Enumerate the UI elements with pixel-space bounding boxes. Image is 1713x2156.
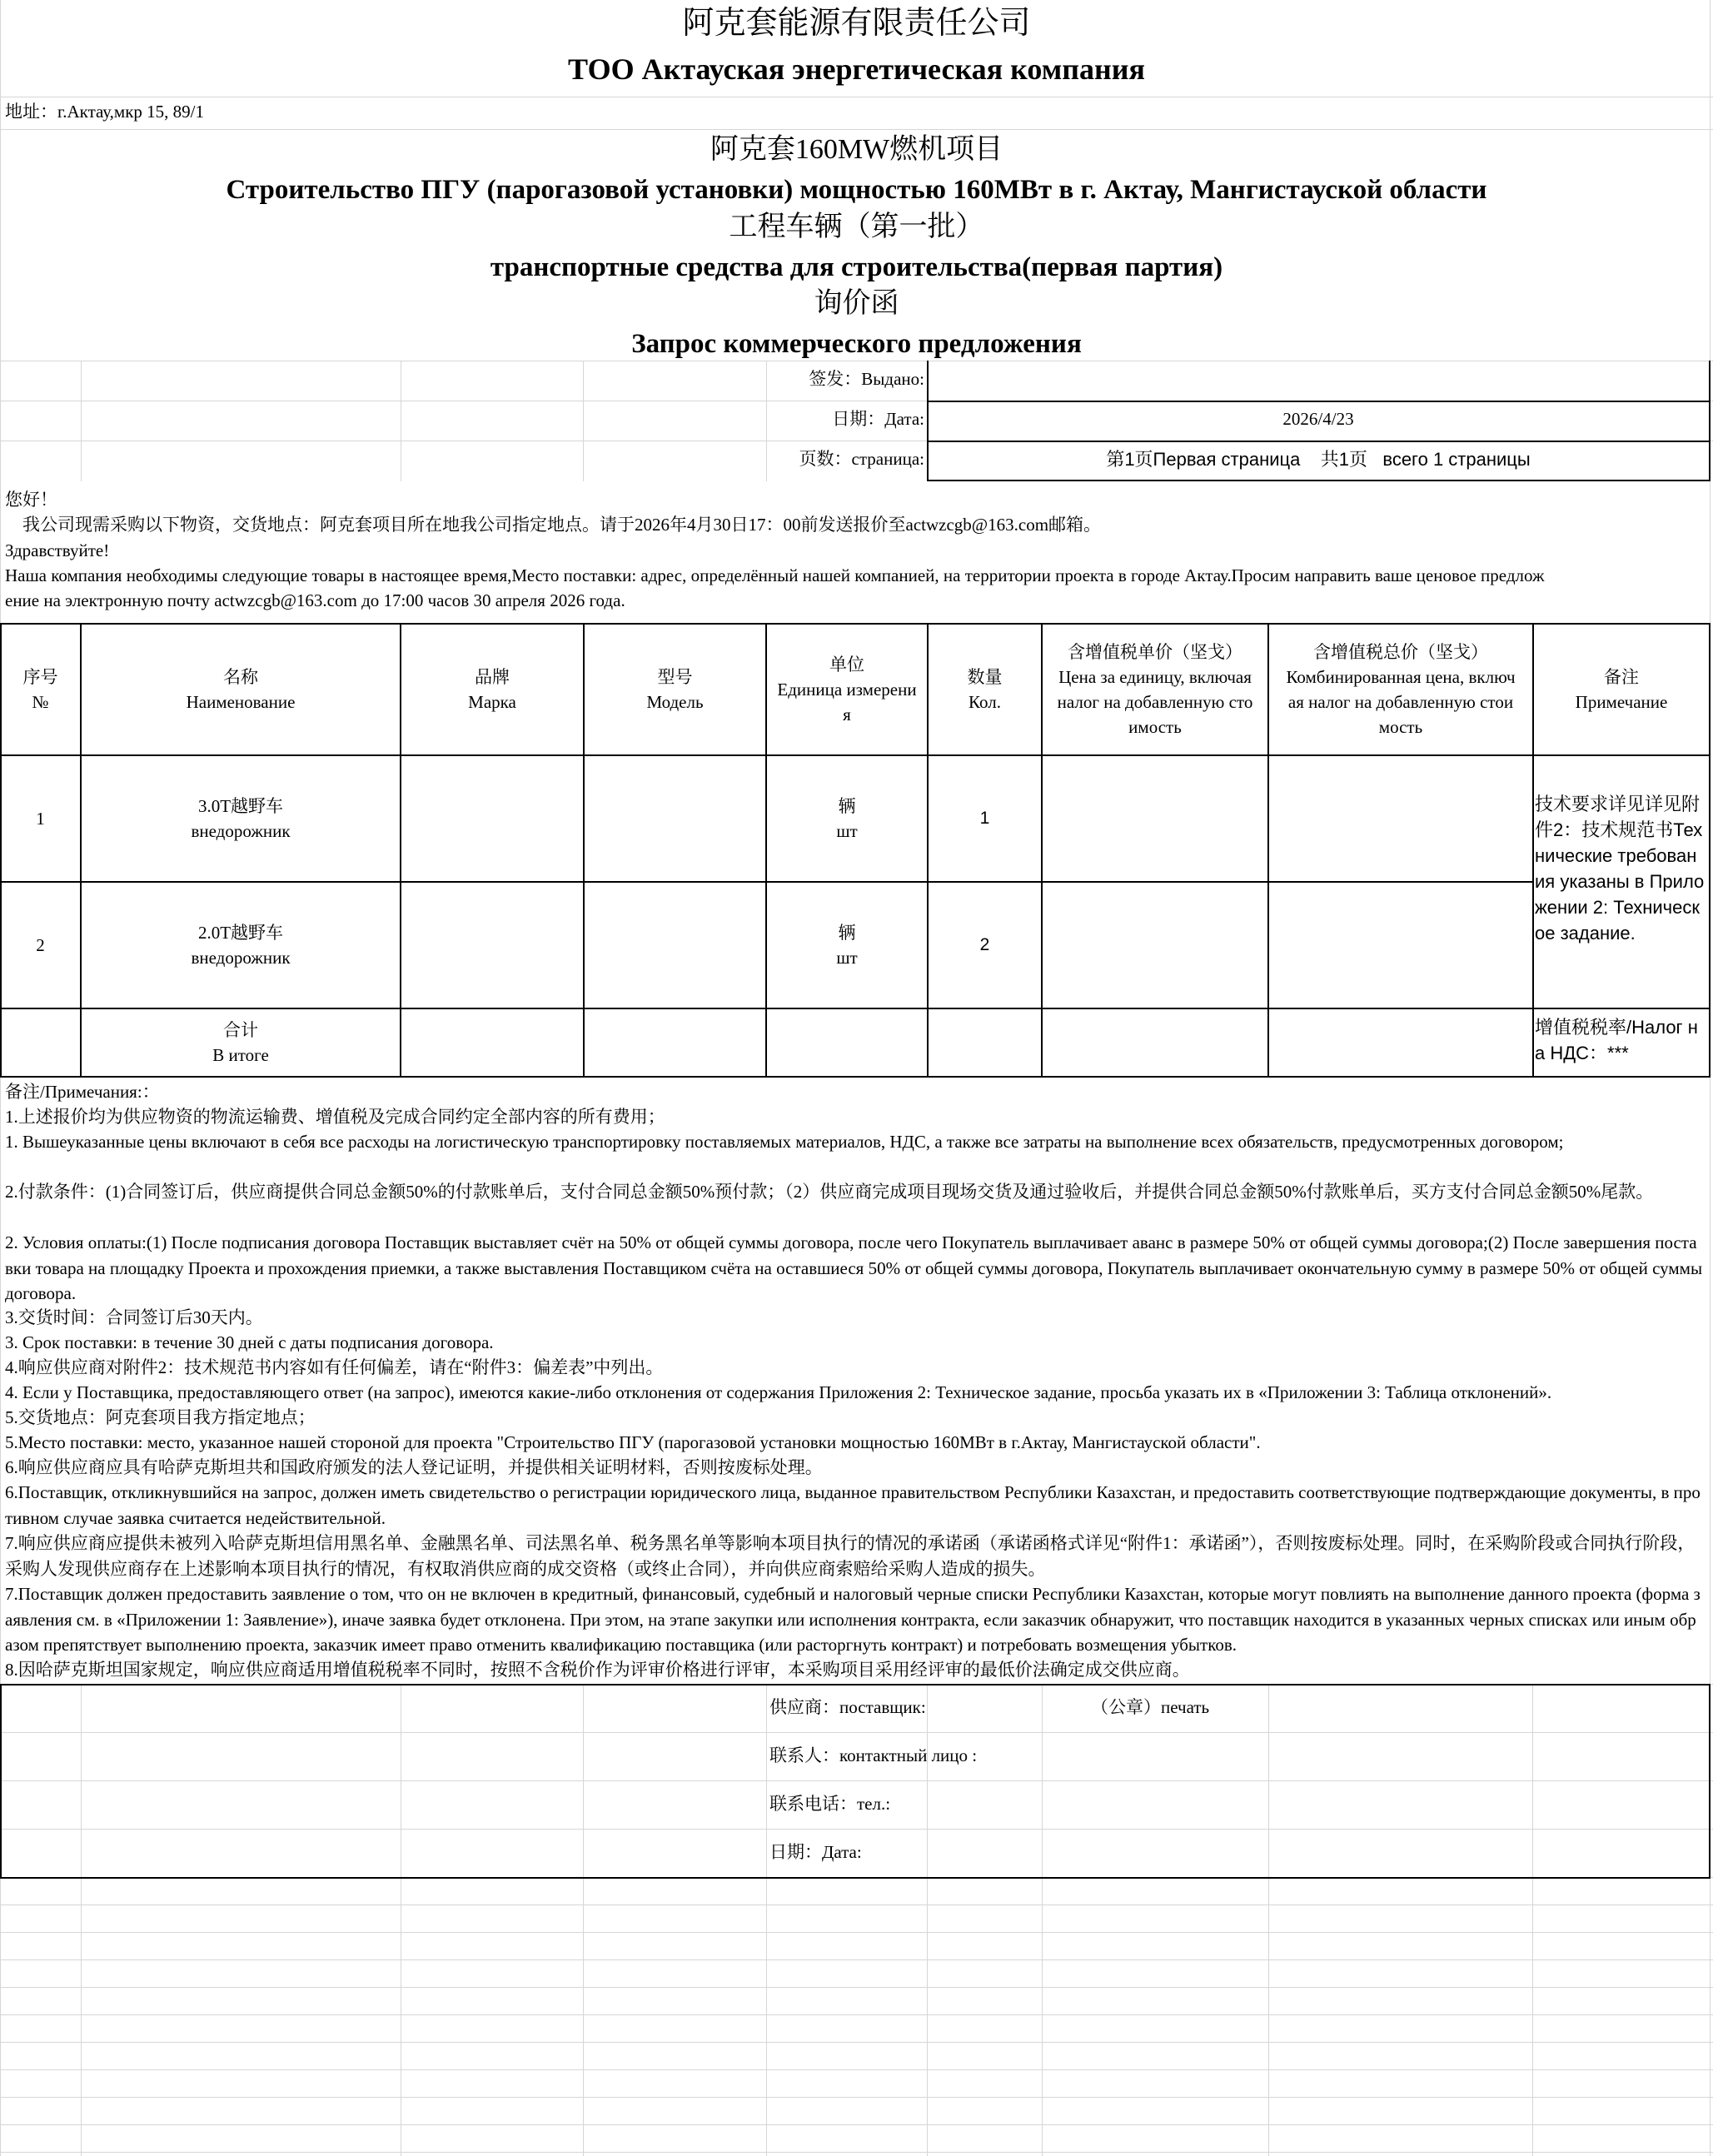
col-header-unit-price-cn: 含增值税单价（坚戈） (1068, 642, 1242, 662)
col-header-unit-price (1042, 625, 1268, 754)
row2-unit-ru: шт (836, 948, 858, 968)
row1-unit-price (1042, 756, 1268, 881)
notes-heading: 备注/Примечания:： (5, 1082, 160, 1102)
row2-name-ru: внедорожник (191, 948, 291, 968)
col-header-brand-ru: Марка (468, 692, 516, 712)
col-header-qty-ru: Кол. (969, 692, 1001, 712)
col-header-unit-price-ru: Цена за единицу, включая (1058, 667, 1252, 687)
note-1-ru: 1. Вышеуказанные цены включают в себя все расходы на логистическую транспортировку поставляемых материалов, НДС, а также все затраты на выполнение всех обязательств, предусмотренных договором; (5, 1132, 1564, 1152)
issued-label: 签发：Выдано: (809, 369, 924, 389)
col-header-model (584, 625, 766, 754)
row2-unit (766, 883, 928, 1008)
col-header-no-ru: № (32, 692, 49, 712)
row1-name (81, 756, 401, 881)
supplier-label: 供应商：поставщик: (769, 1697, 926, 1717)
col-header-remark (1533, 625, 1710, 754)
row1-name-cn: 3.0T越野车 (197, 796, 284, 816)
intro-body-cn: 我公司现需采购以下物资，交货地点：阿克套项目所在地我公司指定地点。请于2026年4月30日17：00前发送报价至actwzcgb@163.com邮箱。 (5, 515, 1102, 535)
document-title-ru: Запрос коммерческого предложения (631, 329, 1082, 359)
signature-date-label: 日期：Дата: (769, 1842, 862, 1862)
note-2-ru: 2. Условия оплаты:(1) После подписания договора Поставщик выставляет счёт на 50% от общей суммы договора, после чего Покупатель выплачивает аванс в размере 50% от общей суммы договора;(2) После завершения поставки товара на площадку Проекта и прохождения приемки, а также выставления Поставщиком счёта на оставшиеся 50% от общей суммы договора, Покупатель выплачивает окончательную сумму в размере 50% от общей суммы договора. (5, 1232, 1703, 1303)
col-header-model-cn: 型号 (657, 667, 693, 687)
col-header-unit-cn: 单位 (829, 655, 864, 675)
col-header-brand (401, 625, 584, 754)
row2-brand (401, 883, 584, 1008)
col-header-remark-cn: 备注 (1604, 667, 1639, 687)
row2-model (584, 883, 766, 1008)
col-header-unit-price-ru-2: налог на добавленную сто (1057, 692, 1253, 712)
seal-label: （公章）печать (1091, 1697, 1210, 1717)
row2-unit-cn: 辆 (838, 923, 856, 943)
col-header-unit-ru: Единица измерени (777, 680, 917, 700)
greeting-ru: Здравствуйте! (5, 540, 110, 560)
company-name-cn: 阿克套能源有限责任公司 (682, 6, 1031, 41)
row1-model (584, 756, 766, 881)
row1-no: 1 (36, 809, 45, 829)
note-1-cn: 1.上述报价均为供应物资的物流运输费、增值税及完成合同约定全部内容的所有费用； (5, 1107, 665, 1127)
company-name-ru: ТОО Актауская энергетическая компания (568, 52, 1145, 86)
note-8-cn: 8.因哈萨克斯坦国家规定，响应供应商适用增值税税率不同时，按照不含税价作为评审价格进行评审，本采购项目采用经评审的最低价法确定成交供应商。 (5, 1660, 1190, 1680)
note-4-ru: 4. Если у Поставщика, предоставляющего ответ (на запрос), имеются какие-либо отклонения от содержания Приложения 2: Техническое задание, просьба указать их в «Приложении 3: Таблица отклонений». (5, 1382, 1552, 1402)
project-title-ru: Строительство ПГУ (парогазовой установки) мощностью 160МВт в г. Актау, Мангистауской области (226, 175, 1487, 205)
note-6-ru: 6.Поставщик, откликнувшийся на запрос, должен иметь свидетельство о регистрации юридического лица, выданное правительством Республики Казахстан, и предоставить соответствующие подтверждающие документы, в противном случае заявка считается недействительной. (5, 1482, 1701, 1528)
total-label-cn: 合计 (223, 1020, 258, 1040)
col-header-remark-ru: Примечание (1575, 692, 1668, 712)
note-7-ru: 7.Поставщик должен предоставить заявление о том, что он не включен в кредитный, финансовый, судебный и налоговый черные списки Республики Казахстан, которые могут повлиять на выполнение данного проекта (форма заявления см. в «Приложении 1: Заявление»), иначе заявка будет отклонена. При этом, на этапе закупки или исполнения контракта, если заказчик обнаружит, что поставщик находится в указанных черных списках или иным образом препятствует выполнению проекта, заказчик имеет право отменить квалификацию поставщика (или расторгнуть контракт) и потребовать возмещения убытков. (5, 1584, 1701, 1655)
row2-total-price (1268, 883, 1533, 1008)
remark-technical-requirements: 技术要求详见详见附件2：技术规范书Технические требования указаны в Приложении 2: Техническое задание. (1535, 794, 1705, 944)
col-header-qty (928, 625, 1042, 754)
row1-name-ru: внедорожник (191, 821, 291, 841)
row2-unit-price (1042, 883, 1268, 1008)
col-header-name-ru: Наименование (186, 692, 296, 712)
col-header-total-price (1268, 625, 1533, 754)
row2-name-cn: 2.0T越野车 (197, 923, 284, 943)
date-label: 日期：Дата: (832, 409, 924, 429)
note-7-cn: 7.响应供应商应提供未被列入哈萨克斯坦信用黑名单、金融黑名单、司法黑名单、税务黑名单等影响本项目执行的情况的承诺函（承诺函格式详见“附件1：承诺函”），否则按废标处理。同时，在采购阶段或合同执行阶段，采购人发现供应商存在上述影响本项目执行的情况，有权取消供应商的成交资格（或终止合同），并向供应商索赔给采购人造成的损失。 (5, 1533, 1696, 1579)
document-title-cn: 询价函 (814, 288, 899, 319)
row1-unit (766, 756, 928, 881)
contact-person-label: 联系人：контактный лицо : (769, 1745, 978, 1765)
batch-title-cn: 工程车辆（第一批） (729, 212, 984, 242)
col-header-total-price-ru-3: мость (1378, 717, 1423, 737)
company-address: 地址：г.Актау,мкр 15, 89/1 (5, 102, 204, 122)
row1-brand (401, 756, 584, 881)
date-value: 2026/4/23 (1282, 409, 1354, 429)
row2-no: 2 (36, 935, 45, 955)
row1-qty: 1 (979, 809, 990, 828)
col-header-total-price-ru: Комбинированная цена, включ (1286, 667, 1516, 687)
row1-unit-cn: 辆 (838, 796, 856, 816)
col-header-model-ru: Модель (646, 692, 704, 712)
intro-body-ru-line1: Наша компания необходимы следующие товары в настоящее время,Место поставки: адрес, определённый нашей компанией, на территории проекта в городе Актау.Просим направить ваше ценовое предлож (5, 565, 1545, 585)
note-5-ru: 5.Место поставки: место, указанное нашей стороной для проекта "Строительство ПГУ (парогазовой установки мощностью 160МВт в г.Актау, Мангистауской области". (5, 1432, 1261, 1452)
note-3-ru: 3. Срок поставки: в течение 30 дней с даты подписания договора. (5, 1332, 494, 1352)
note-6-cn: 6.响应供应商应具有哈萨克斯坦共和国政府颁发的法人登记证明，并提供相关证明材料，否则按废标处理。 (5, 1457, 823, 1477)
row1-unit-ru: шт (836, 821, 858, 841)
col-header-unit-price-ru-3: имость (1128, 717, 1182, 737)
col-header-no-cn: 序号 (22, 667, 58, 687)
col-header-total-price-cn: 含增值税总价（坚戈） (1313, 642, 1488, 662)
col-header-unit-ru-2: я (843, 705, 851, 724)
col-header-name-cn: 名称 (223, 667, 258, 687)
note-3-cn: 3.交货时间：合同签订后30天内。 (5, 1307, 263, 1327)
note-5-cn: 5.交货地点：阿克套项目我方指定地点； (5, 1407, 316, 1427)
row2-qty: 2 (979, 935, 990, 954)
col-header-name (81, 625, 401, 754)
note-4-cn: 4.响应供应商对附件2：技术规范书内容如有任何偏差，请在“附件3：偏差表”中列出。 (5, 1357, 664, 1377)
phone-label: 联系电话：тел.: (769, 1794, 891, 1814)
col-header-unit (766, 625, 928, 754)
project-title-cn: 阿克套160MW燃机项目 (710, 134, 1003, 165)
col-header-total-price-ru-2: ая налог на добавленную стои (1287, 692, 1514, 712)
total-label-ru: В итоге (212, 1045, 269, 1065)
row2-name (81, 883, 401, 1008)
vat-rate-note: 增值税税率/Налог на НДС：*** (1535, 1017, 1698, 1063)
col-header-no (0, 625, 81, 754)
col-header-qty-cn: 数量 (967, 667, 1003, 687)
intro-body-ru-line2: ение на электронную почту actwzcgb@163.com до 17:00 часов 30 апреля 2026 года. (5, 590, 625, 610)
greeting-cn: 您好！ (5, 490, 57, 510)
col-header-brand-cn: 品牌 (475, 667, 510, 687)
row1-total-price (1268, 756, 1533, 881)
note-2-cn: 2.付款条件：(1)合同签订后，供应商提供合同总金额50%的付款账单后，支付合同总金额50%预付款；（2）供应商完成项目现场交货及通过验收后，并提供合同总金额50%付款账单后，买方支付合同总金额50%尾款。 (5, 1182, 1654, 1202)
page-value: 第1页Первая страница 共1页 всего 1 страницы (1106, 449, 1531, 470)
page-label: 页数：страница: (799, 449, 924, 469)
total-row-label (81, 1009, 401, 1076)
batch-title-ru: транспортные средства для строительства(первая партия) (490, 252, 1223, 282)
